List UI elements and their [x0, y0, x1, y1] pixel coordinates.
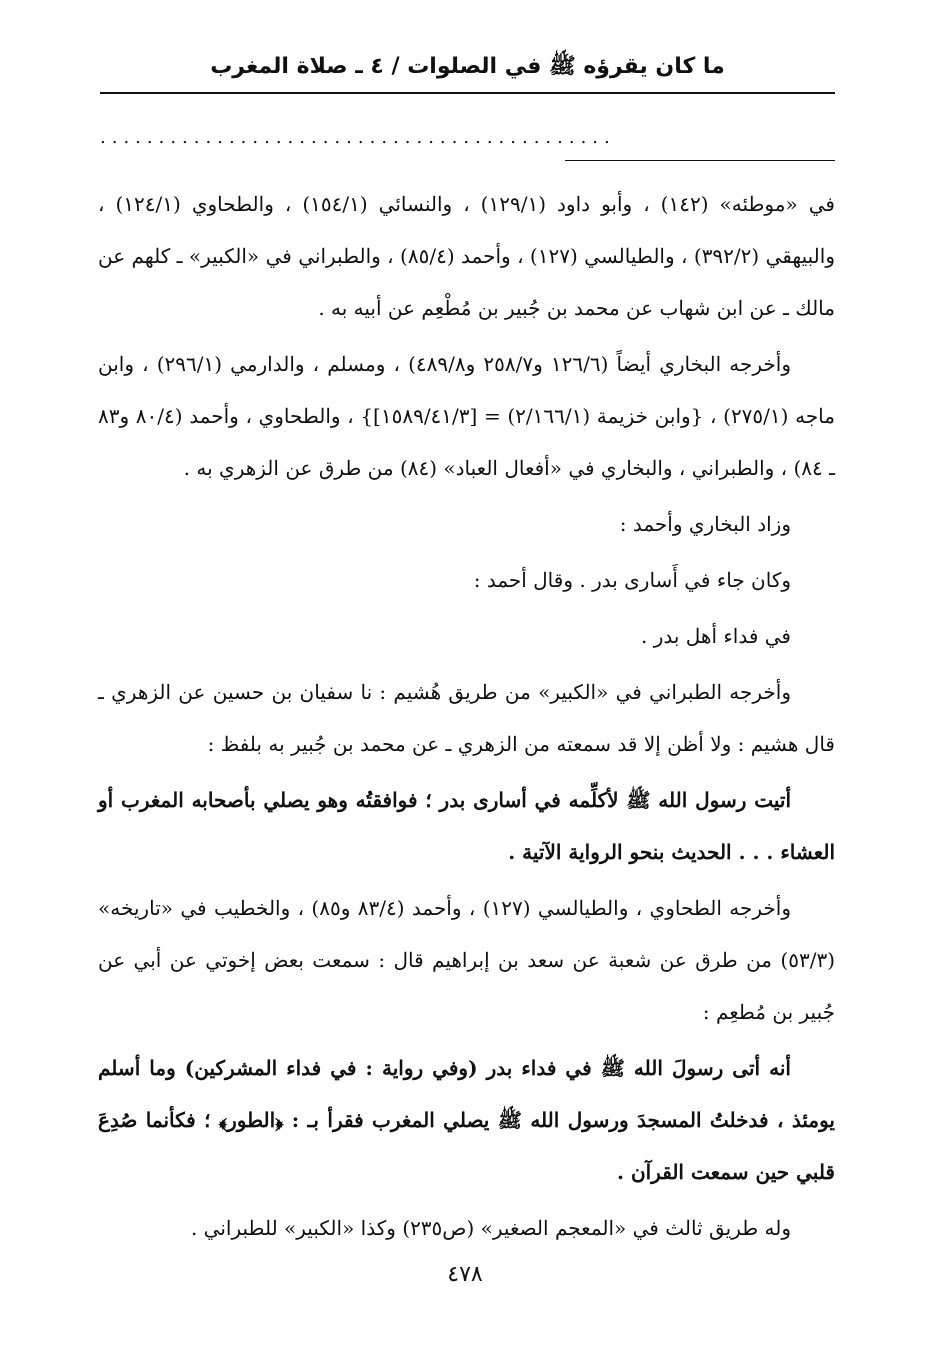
paragraph-2: وأخرجه البخاري أيضاً (١٢٦/٦ و٢٥٨/٧ و٤٨٩/٨) ، ومسلم ، والدارمي (٢٩٦/١) ، وابن ماجه (٢٧٥/١) ، {وابن خزيمة (٢/١٦٦/١) = [١٥٨٩/٤١/٣]} ، والطحاوي ، وأحمد (٨٠/٤ و٨٣ ـ ٨٤) ، والطبراني ، والبخاري في «أفعال العباد» (٨٤) من طرق عن الزهري به . [98, 352, 835, 480]
dotted-separator: ............................................ [100, 128, 616, 148]
paragraph-3: وزاد البخاري وأحمد : [619, 512, 791, 536]
paragraph-7: أتيت رسول الله ﷺ لأكلِّمه في أسارى بدر ؛ فوافقتُه وهو يصلي بأصحابه المغرب أو العشاء . . . الحديث بنحو الرواية الآتية . [98, 788, 835, 864]
header-rule [100, 92, 835, 94]
main-text [98, 178, 835, 1258]
running-header: ما كان يقرؤه ﷺ في الصلوات / ٤ ـ صلاة المغرب [210, 54, 725, 79]
paragraph-10: وله طريق ثالث في «المعجم الصغير» (ص٢٣٥) وكذا «الكبير» للطبراني . [190, 1216, 791, 1240]
paragraph-8: وأخرجه الطحاوي ، والطيالسي (١٢٧) ، وأحمد (٨٣/٤ و٨٥) ، والخطيب في «تاريخه» (٥٣/٣) من طرق عن شعبة عن سعد بن إبراهيم قال : سمعت بعض إخوتي عن أبي عن جُبير بن مُطعِم : [98, 896, 835, 1024]
paragraph-9: أنه أتى رسولَ الله ﷺ في فداء بدر (وفي رواية : في فداء المشركين) وما أسلم يومئذ ، فدخلتُ المسجدَ ورسول الله ﷺ يصلي المغرب فقرأ بـ : ﴿الطور﴾ ؛ فكأنما صُدِعَ قلبي حين سمعت القرآن . [98, 1056, 836, 1184]
paragraph-4: وكان جاء في أَسارى بدر . وقال أحمد : [473, 568, 791, 592]
page-number: ٤٧٨ [447, 1262, 483, 1287]
paragraph-5: في فداء أهل بدر . [640, 624, 791, 648]
paragraph-6: وأخرجه الطبراني في «الكبير» من طريق هُشيم : نا سفيان بن حسين عن الزهري ـ قال هشيم : ولا أظن إلا قد سمعته من الزهري ـ عن محمد بن جُبير به بلفظ : [98, 680, 835, 756]
footnote-rule [565, 160, 835, 161]
paragraph-1: في «موطئه» (١٤٢) ، وأبو داود (١٢٩/١) ، والنسائي (١٥٤/١) ، والطحاوي (١٢٤/١) ، والبيهقي (٣٩٢/٢) ، والطيالسي (١٢٧) ، وأحمد (٨٥/٤) ، والطبراني في «الكبير» ـ كلهم عن مالك ـ عن ابن شهاب عن محمد بن جُبير بن مُطْعِم عن أبيه به . [98, 192, 835, 320]
